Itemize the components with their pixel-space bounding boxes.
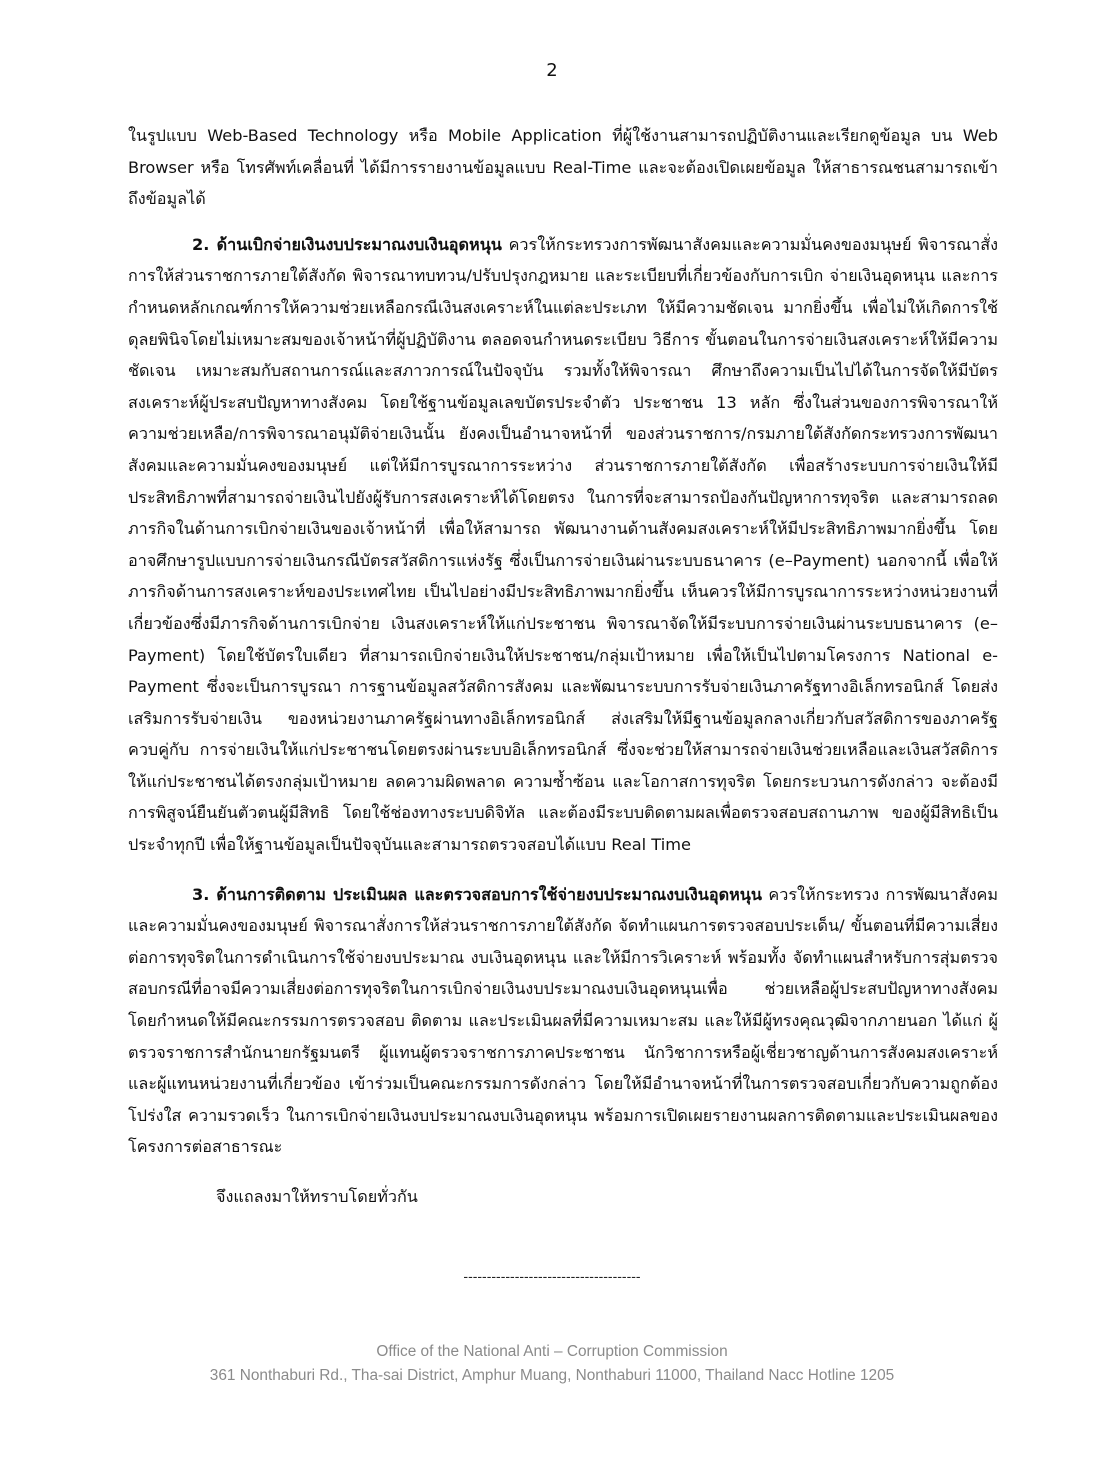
section-2-heading: 2. ด้านเบิกจ่ายเงินงบประมาณงบเงินอุดหนุน: [192, 234, 502, 254]
section-3-paragraph: [128, 879, 998, 1163]
section-2-body: ควรให้กระทรวงการพัฒนาสังคมและความมั่นคงของมนุษย์ พิจารณาสั่งการให้ส่วนราชการภายใต้สังกัด พิจารณาทบทวน/ปรับปรุงกฎหมาย และระเบียบที่เกี่ยวข้องกับการเบิก จ่ายเงินอุดหนุน และการกำหนดหลักเกณฑ์การให้ความช่วยเหลือกรณีเงินสงเคราะห์ในแต่ละประเภท ให้มีความชัดเจน มากยิ่งขึ้น เพื่อไม่ให้เกิดการใช้ดุลยพินิจโดยไม่เหมาะสมของเจ้าหน้าที่ผู้ปฏิบัติงาน ตลอดจนกำหนดระเบียบ วิธีการ ขั้นตอนในการจ่ายเงินสงเคราะห์ให้มีความชัดเจน เหมาะสมกับสถานการณ์และสภาวการณ์ในปัจจุบัน รวมทั้งให้พิจารณา ศึกษาถึงความเป็นไปได้ในการจัดให้มีบัตรสงเคราะห์ผู้ประสบปัญหาทางสังคม โดยใช้ฐานข้อมูลเลขบัตรประจำตัว ประชาชน 13 หลัก ซึ่งในส่วนของการพิจารณาให้ความช่วยเหลือ/การพิจารณาอนุมัติจ่ายเงินนั้น ยังคงเป็นอำนาจหน้าที่ ของส่วนราชการ/กรมภายใต้สังกัดกระทรวงการพัฒนาสังคมและความมั่นคงของมนุษย์ แต่ให้มีการบูรณาการระหว่าง ส่วนราชการภายใต้สังกัด เพื่อสร้างระบบการจ่ายเงินให้มีประสิทธิภาพที่สามารถจ่ายเงินไปยังผู้รับการสงเคราะห์ได้โดยตรง ในการที่จะสามารถป้องกันปัญหาการทุจริต และสามารถลดภารกิจในด้านการเบิกจ่ายเงินของเจ้าหน้าที่ เพื่อให้สามารถ พัฒนางานด้านสังคมสงเคราะห์ให้มีประสิทธิภาพมากยิ่งขึ้น โดยอาจศึกษารูปแบบการจ่ายเงินกรณีบัตรสวัสดิการแห่งรัฐ ซึ่งเป็นการจ่ายเงินผ่านระบบธนาคาร (e–Payment) นอกจากนี้ เพื่อให้ภารกิจด้านการสงเคราะห์ของประเทศไทย เป็นไปอย่างมีประสิทธิภาพมากยิ่งขึ้น เห็นควรให้มีการบูรณาการระหว่างหน่วยงานที่เกี่ยวข้องซึ่งมีภารกิจด้านการเบิกจ่าย เงินสงเคราะห์ให้แก่ประชาชน พิจารณาจัดให้มีระบบการจ่ายเงินผ่านระบบธนาคาร (e–Payment) โดยใช้บัตรใบเดียว ที่สามารถเบิกจ่ายเงินให้ประชาชน/กลุ่มเป้าหมาย เพื่อให้เป็นไปตามโครงการ National e-Payment ซึ่งจะเป็นการบูรณา การฐานข้อมูลสวัสดิการสังคม และพัฒนาระบบการรับจ่ายเงินภาครัฐทางอิเล็กทรอนิกส์ โดยส่งเสริมการรับจ่ายเงิน ของหน่วยงานภาครัฐผ่านทางอิเล็กทรอนิกส์ ส่งเสริมให้มีฐานข้อมูลกลางเกี่ยวกับสวัสดิการของภาครัฐ ควบคู่กับ การจ่ายเงินให้แก่ประชาชนโดยตรงผ่านระบบอิเล็กทรอนิกส์ ซึ่งจะช่วยให้สามารถจ่ายเงินช่วยเหลือและเงินสวัสดิการ ให้แก่ประชาชนได้ตรงกลุ่มเป้าหมาย ลดความผิดพลาด ความซ้ำซ้อน และโอกาสการทุจริต โดยกระบวนการดังกล่าว จะต้องมีการพิสูจน์ยืนยันตัวตนผู้มีสิทธิ โดยใช้ช่องทางระบบดิจิทัล และต้องมีระบบติดตามผลเพื่อตรวจสอบสถานภาพ ของผู้มีสิทธิเป็นประจำทุกปี เพื่อให้ฐานข้อมูลเป็นปัจจุบันและสามารถตรวจสอบได้แบบ Real Time: [128, 234, 999, 855]
section-2-paragraph: [128, 229, 998, 861]
footer-organization: Office of the National Anti – Corruption Commission: [376, 1343, 728, 1360]
page-number: 2: [546, 60, 558, 81]
paragraph-intro: ในรูปแบบ Web-Based Technology หรือ Mobile Application ที่ผู้ใช้งานสามารถปฏิบัติงานและเรียกดูข้อมูล บน Web Browser หรือ โทรศัพท์เคลื่อนที่ ได้มีการรายงานข้อมูลแบบ Real-Time และจะต้องเปิดเผยข้อมูล ให้สาธารณชนสามารถเข้าถึงข้อมูลได้: [128, 126, 998, 209]
end-divider: --------------------------------------: [463, 1268, 641, 1284]
section-3-body: ควรให้กระทรวง การพัฒนาสังคมและความมั่นคงของมนุษย์ พิจารณาสั่งการให้ส่วนราชการภายใต้สังกัด จัดทำแผนการตรวจสอบประเด็น/ ขั้นตอนที่มีความเสี่ยงต่อการทุจริตในการดำเนินการใช้จ่ายงบประมาณ งบเงินอุดหนุน และให้มีการวิเคราะห์ พร้อมทั้ง จัดทำแผนสำหรับการสุ่มตรวจสอบกรณีที่อาจมีความเสี่ยงต่อการทุจริตในการเบิกจ่ายเงินงบประมาณงบเงินอุดหนุนเพื่อ ช่วยเหลือผู้ประสบปัญหาทางสังคม โดยกำหนดให้มีคณะกรรมการตรวจสอบ ติดตาม และประเมินผลที่มีความเหมาะสม และให้มีผู้ทรงคุณวุฒิจากภายนอก ได้แก่ ผู้ตรวจราชการสำนักนายกรัฐมนตรี ผู้แทนผู้ตรวจราชการภาคประชาชน นักวิชาการหรือผู้เชี่ยวชาญด้านการสังคมสงเคราะห์ และผู้แทนหน่วยงานที่เกี่ยวข้อง เข้าร่วมเป็นคณะกรรมการดังกล่าว โดยให้มีอำนาจหน้าที่ในการตรวจสอบเกี่ยวกับความถูกต้องโปร่งใส ความรวดเร็ว ในการเบิกจ่ายเงินงบประมาณงบเงินอุดหนุน พร้อมการเปิดเผยรายงานผลการติดตามและประเมินผลของโครงการต่อสาธารณะ: [128, 884, 998, 1157]
section-3-heading: 3. ด้านการติดตาม ประเมินผล และตรวจสอบการใช้จ่ายงบประมาณงบเงินอุดหนุน: [192, 884, 762, 904]
footer-address: 361 Nonthaburi Rd., Tha-sai District, Amphur Muang, Nonthaburi 11000, Thailand Nacc Hotline 1205: [209, 1367, 895, 1384]
footer: [0, 1340, 1104, 1388]
document-body: [128, 120, 998, 1213]
closing-statement: จึงแถลงมาให้ทราบโดยทั่วกัน: [216, 1187, 418, 1206]
